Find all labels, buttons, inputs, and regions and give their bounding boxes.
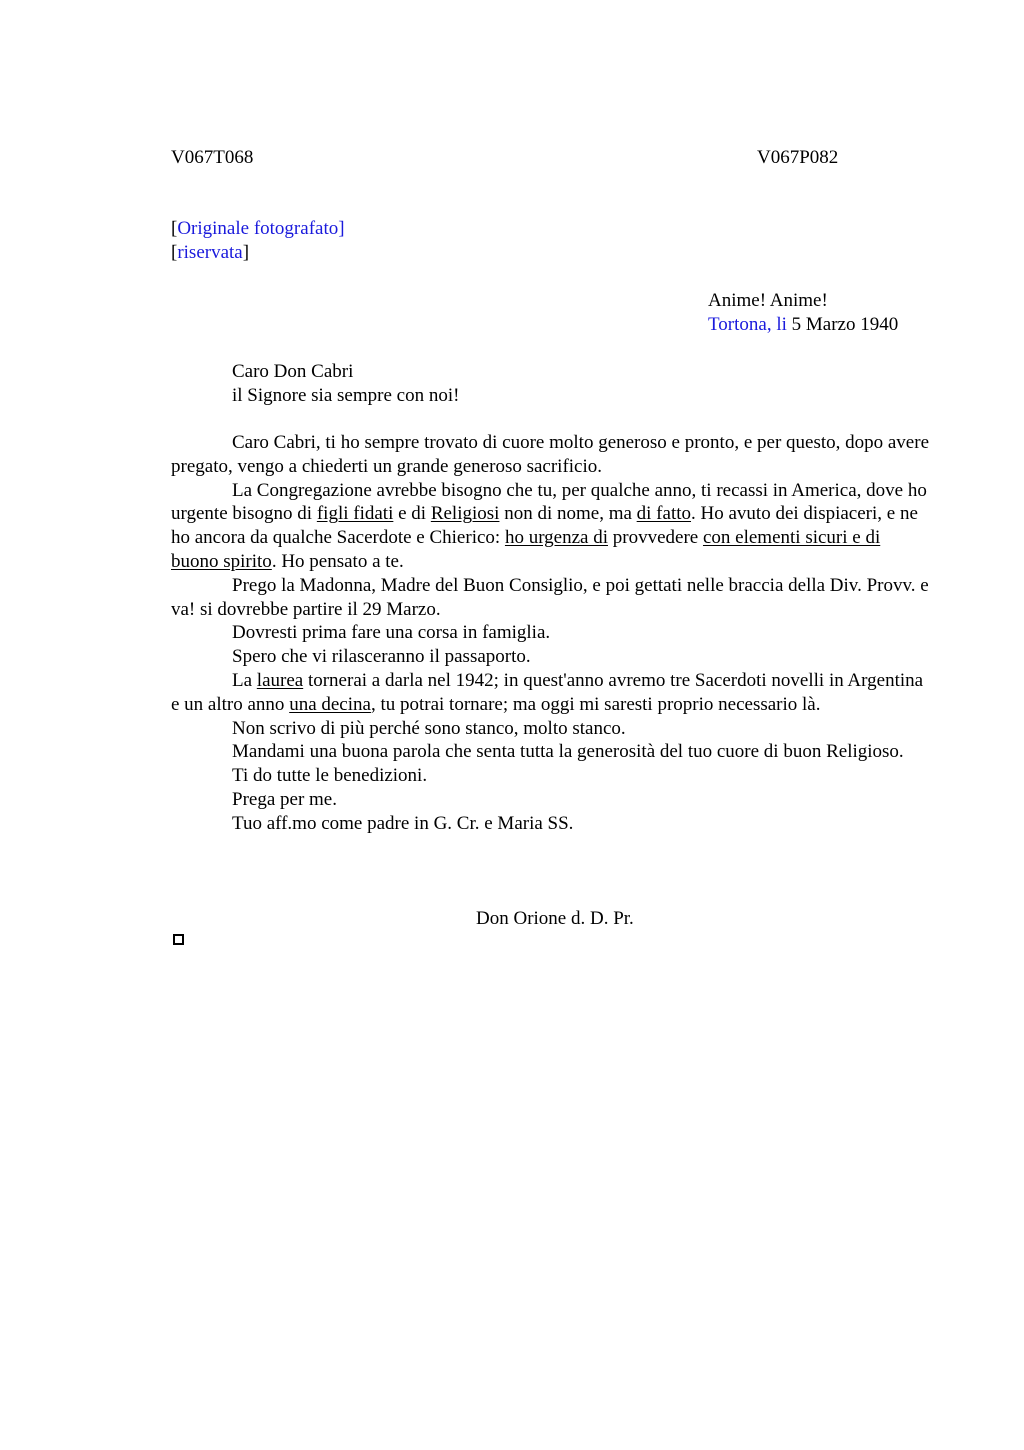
motto: Anime! Anime!: [708, 290, 828, 311]
document-code-right: V067P082: [757, 147, 839, 168]
paragraph-3: Prego la Madonna, Madre del Buon Consiglio, e poi gettati nelle braccia della Div. Provv. e va! si dovrebbe partire il 29 Marzo.: [171, 574, 929, 620]
paragraph-4: Dovresti prima fare una corsa in famiglia.: [232, 622, 551, 644]
paragraph-5: Spero che vi rilasceranno il passaporto.: [232, 646, 531, 668]
paragraph-11: Tuo aff.mo come padre in G. Cr. e Maria SS.: [232, 812, 574, 834]
underline-una-decina: una decina: [289, 693, 371, 715]
paragraph-7: Non scrivo di più perché sono stanco, molto stanco.: [232, 717, 626, 739]
paragraph-8: Mandami una buona parola che senta tutta la generosità del tuo cuore di buon Religioso.: [232, 741, 904, 763]
paragraph-6: La laurea tornerai a darla nel 1942; in quest'anno avremo tre Sacerdoti novelli in Argentina e un altro anno una decina, tu potrai tornare; ma oggi mi saresti proprio necessario là.: [171, 669, 924, 715]
dateline: [708, 313, 898, 337]
signature: Don Orione d. D. Pr.: [476, 908, 634, 929]
greeting-line-1: Caro Don Cabri: [232, 361, 354, 382]
paragraph-9: Ti do tutte le benedizioni.: [232, 765, 428, 787]
paragraph-2: La Congregazione avrebbe bisogno che tu, per qualche anno, ti recassi in America, dove ho urgente bisogno di figli fidati e di Religiosi non di nome, ma di fatto. Ho avuto dei dispiaceri, e ne ho ancora da qualche Sacerdote e Chierico: ho urgenza di provvedere con elementi sicuri e di buono spirito. Ho pensato a te.: [171, 479, 927, 572]
paragraph-1: Caro Cabri, ti ho sempre trovato di cuore molto generoso e pronto, e per questo, dopo avere pregato, vengo a chiederti un grande generoso sacrificio.: [171, 432, 929, 477]
document-code-left: V067T068: [171, 147, 254, 168]
note-reserved: [riservata]: [171, 242, 250, 263]
dateline-date: 5 Marzo 1940: [791, 314, 899, 335]
letter-body: [171, 431, 931, 836]
note-reserved-text: riservata: [177, 242, 243, 263]
end-square-icon: [173, 934, 184, 945]
paragraph-10: Prega per me.: [232, 788, 337, 810]
underline-figli-fidati: figli fidati: [316, 503, 394, 525]
underline-di-fatto: di fatto: [636, 503, 692, 525]
greeting-line-2: il Signore sia sempre con noi!: [232, 385, 460, 406]
underline-laurea: laurea: [256, 669, 304, 691]
underline-religiosi: Religiosi: [430, 503, 500, 525]
underline-ho-urgenza: ho urgenza di: [504, 527, 608, 549]
underline-elementi-sicuri: con elementi sicuri e di buono spirito: [171, 527, 881, 572]
note-original: [Originale fotografato]: [171, 218, 345, 239]
note-original-text: Originale fotografato: [177, 218, 339, 239]
dateline-place: Tortona, li: [708, 314, 787, 335]
